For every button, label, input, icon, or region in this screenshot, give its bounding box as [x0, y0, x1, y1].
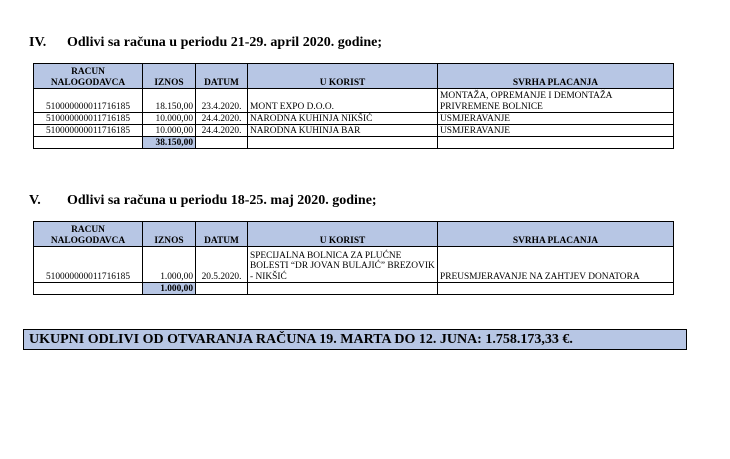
cell-empty	[196, 283, 248, 295]
cell-beneficiary: SPECIJALNA BOLNICA ZA PLUĆNE BOLESTI “DR JOVAN BULAJIĆ” BREZOVIK - NIKŠIĆ	[248, 247, 438, 283]
header-date: DATUM	[196, 64, 248, 89]
cell-empty	[438, 283, 674, 295]
cell-beneficiary: NARODNA KUHINJA NIKŠIĆ	[248, 113, 438, 125]
header-beneficiary: U KORIST	[248, 222, 438, 247]
cell-amount: 1.000,00	[143, 247, 196, 283]
cell-date: 20.5.2020.	[196, 247, 248, 283]
cell-date: 23.4.2020.	[196, 89, 248, 113]
cell-total: 1.000,00	[143, 283, 196, 295]
header-date: DATUM	[196, 222, 248, 247]
cell-empty	[248, 283, 438, 295]
header-amount: IZNOS	[143, 64, 196, 89]
section-iv-number: IV.	[29, 35, 47, 50]
cell-amount: 18.150,00	[143, 89, 196, 113]
cell-date: 24.4.2020.	[196, 113, 248, 125]
cell-amount: 10.000,00	[143, 113, 196, 125]
section-iv-table	[33, 63, 674, 149]
section-iv-title	[29, 35, 382, 51]
cell-beneficiary: MONT EXPO D.O.O.	[248, 89, 438, 113]
cell-account: 510000000011716185	[34, 247, 143, 283]
section-iv-heading: Odlivi sa računa u periodu 21-29. april 2020. godine;	[67, 35, 383, 50]
header-account: RACUN NALOGODAVCA	[34, 222, 143, 247]
cell-date: 24.4.2020.	[196, 125, 248, 137]
cell-empty	[438, 137, 674, 149]
cell-account: 510000000011716185	[34, 89, 143, 113]
cell-amount: 10.000,00	[143, 125, 196, 137]
header-amount: IZNOS	[143, 222, 196, 247]
total-outflows-summary: UKUPNI ODLIVI OD OTVARANJA RAČUNA 19. MARTA DO 12. JUNA: 1.758.173,33 €.	[23, 329, 687, 350]
header-purpose: SVRHA PLACANJA	[438, 64, 674, 89]
cell-purpose: USMJERAVANJE	[438, 113, 674, 125]
table-total-row	[34, 137, 674, 149]
header-beneficiary: U KORIST	[248, 64, 438, 89]
cell-beneficiary: NARODNA KUHINJA BAR	[248, 125, 438, 137]
cell-empty	[34, 137, 143, 149]
cell-empty	[196, 137, 248, 149]
cell-purpose: PREUSMJERAVANJE NA ZAHTJEV DONATORA	[438, 247, 674, 283]
cell-account: 510000000011716185	[34, 125, 143, 137]
table-total-row	[34, 283, 674, 295]
section-v-heading: Odlivi sa računa u periodu 18-25. maj 2020. godine;	[67, 193, 377, 208]
header-account: RACUN NALOGODAVCA	[34, 64, 143, 89]
section-v-table	[33, 221, 674, 295]
table-row	[34, 125, 674, 137]
cell-empty	[248, 137, 438, 149]
table-header-row	[34, 222, 674, 247]
cell-empty	[34, 283, 143, 295]
cell-purpose: MONTAŽA, OPREMANJE I DEMONTAŽA PRIVREMENE BOLNICE	[438, 89, 674, 113]
cell-total: 38.150,00	[143, 137, 196, 149]
cell-account: 510000000011716185	[34, 113, 143, 125]
cell-purpose: USMJERAVANJE	[438, 125, 674, 137]
table-row	[34, 89, 674, 113]
table-header-row	[34, 64, 674, 89]
section-v-number: V.	[29, 193, 41, 208]
table-row	[34, 113, 674, 125]
header-purpose: SVRHA PLACANJA	[438, 222, 674, 247]
section-v-title	[29, 193, 377, 209]
table-row	[34, 247, 674, 283]
